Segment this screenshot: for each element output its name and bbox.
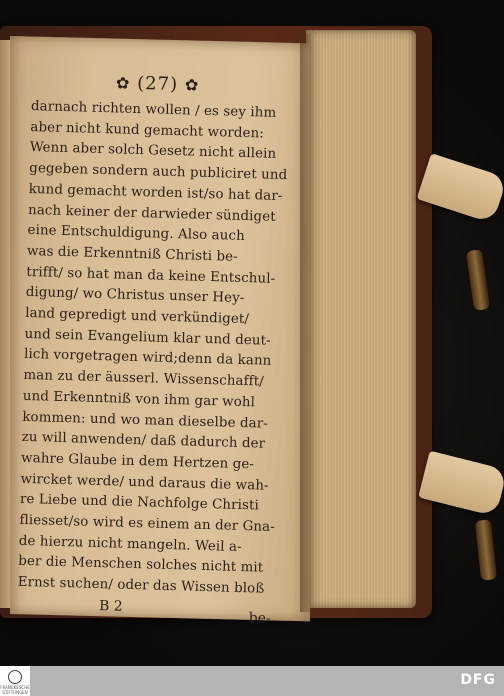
text-line: wircket werde/ und daraus die wah- bbox=[20, 471, 269, 494]
body-text bbox=[17, 97, 288, 601]
text-line: ber die Menschen solches nicht mit bbox=[18, 554, 264, 577]
logo-text: FRANCKESCHE STIFTUNGEN bbox=[0, 685, 30, 695]
text-line: nach keiner der darwieder sündiget bbox=[27, 202, 276, 225]
institution-logo bbox=[0, 666, 30, 696]
signature-mark: B 2 bbox=[98, 597, 123, 615]
text-line: kund gemacht worden ist/so hat dar- bbox=[28, 181, 283, 204]
text-line: darnach richten wollen / es sey ihm bbox=[30, 98, 277, 121]
text-line: und sein Evangelium klar und deut- bbox=[24, 326, 271, 349]
text-line: trifft/ so hat man da keine Entschul- bbox=[26, 264, 276, 287]
ornament-icon: ✿ bbox=[184, 75, 200, 95]
text-line: wahre Glaube in dem Hertzen ge- bbox=[20, 450, 255, 473]
logo-mark-icon bbox=[8, 670, 22, 684]
text-line: kommen: und wo man dieselbe dar- bbox=[22, 409, 269, 432]
text-line: gegeben sondern auch publiciret und bbox=[29, 161, 288, 184]
clasp-hook-top bbox=[466, 249, 490, 311]
text-line: lich vorgetragen wird;denn da kann bbox=[23, 347, 272, 370]
text-line: digung/ wo Christus unser Hey- bbox=[25, 285, 245, 307]
text-line: land gepredigt und verkündiget/ bbox=[24, 305, 250, 328]
page-text-block bbox=[17, 70, 288, 627]
text-line: man zu der äusserl. Wissenschafft/ bbox=[23, 368, 265, 390]
text-line: und Erkenntniß von ihm gar wohl bbox=[22, 388, 256, 411]
text-line: re Liebe und die Nachfolge Christi bbox=[19, 492, 260, 514]
catchword: be- bbox=[248, 610, 271, 627]
text-line: Ernst suchen/ oder das Wissen bloß bbox=[17, 574, 265, 597]
clasp-hook-bottom bbox=[475, 519, 497, 580]
text-line: eine Entschuldigung. Also auch bbox=[27, 223, 245, 245]
text-line: Wenn aber solch Gesetz nicht allein bbox=[29, 140, 277, 163]
page-footer bbox=[17, 596, 270, 625]
text-line: was die Erkenntniß Christi be- bbox=[26, 243, 238, 265]
viewer-footer-bar bbox=[0, 666, 504, 696]
ornament-icon: ✿ bbox=[115, 73, 131, 93]
gutter-shadow bbox=[300, 34, 314, 612]
text-line: zu will anwenden/ daß dadurch der bbox=[21, 430, 266, 452]
text-line: aber nicht kund gemacht worden: bbox=[30, 119, 265, 142]
dfg-logo: DFG bbox=[460, 672, 496, 688]
page-number: (27) bbox=[136, 72, 179, 96]
fore-edge-page-stack bbox=[306, 30, 416, 608]
text-line: fliesset/so wird es einem an der Gna- bbox=[19, 512, 276, 536]
text-line: de hierzu nicht mangeln. Weil a- bbox=[18, 533, 242, 555]
